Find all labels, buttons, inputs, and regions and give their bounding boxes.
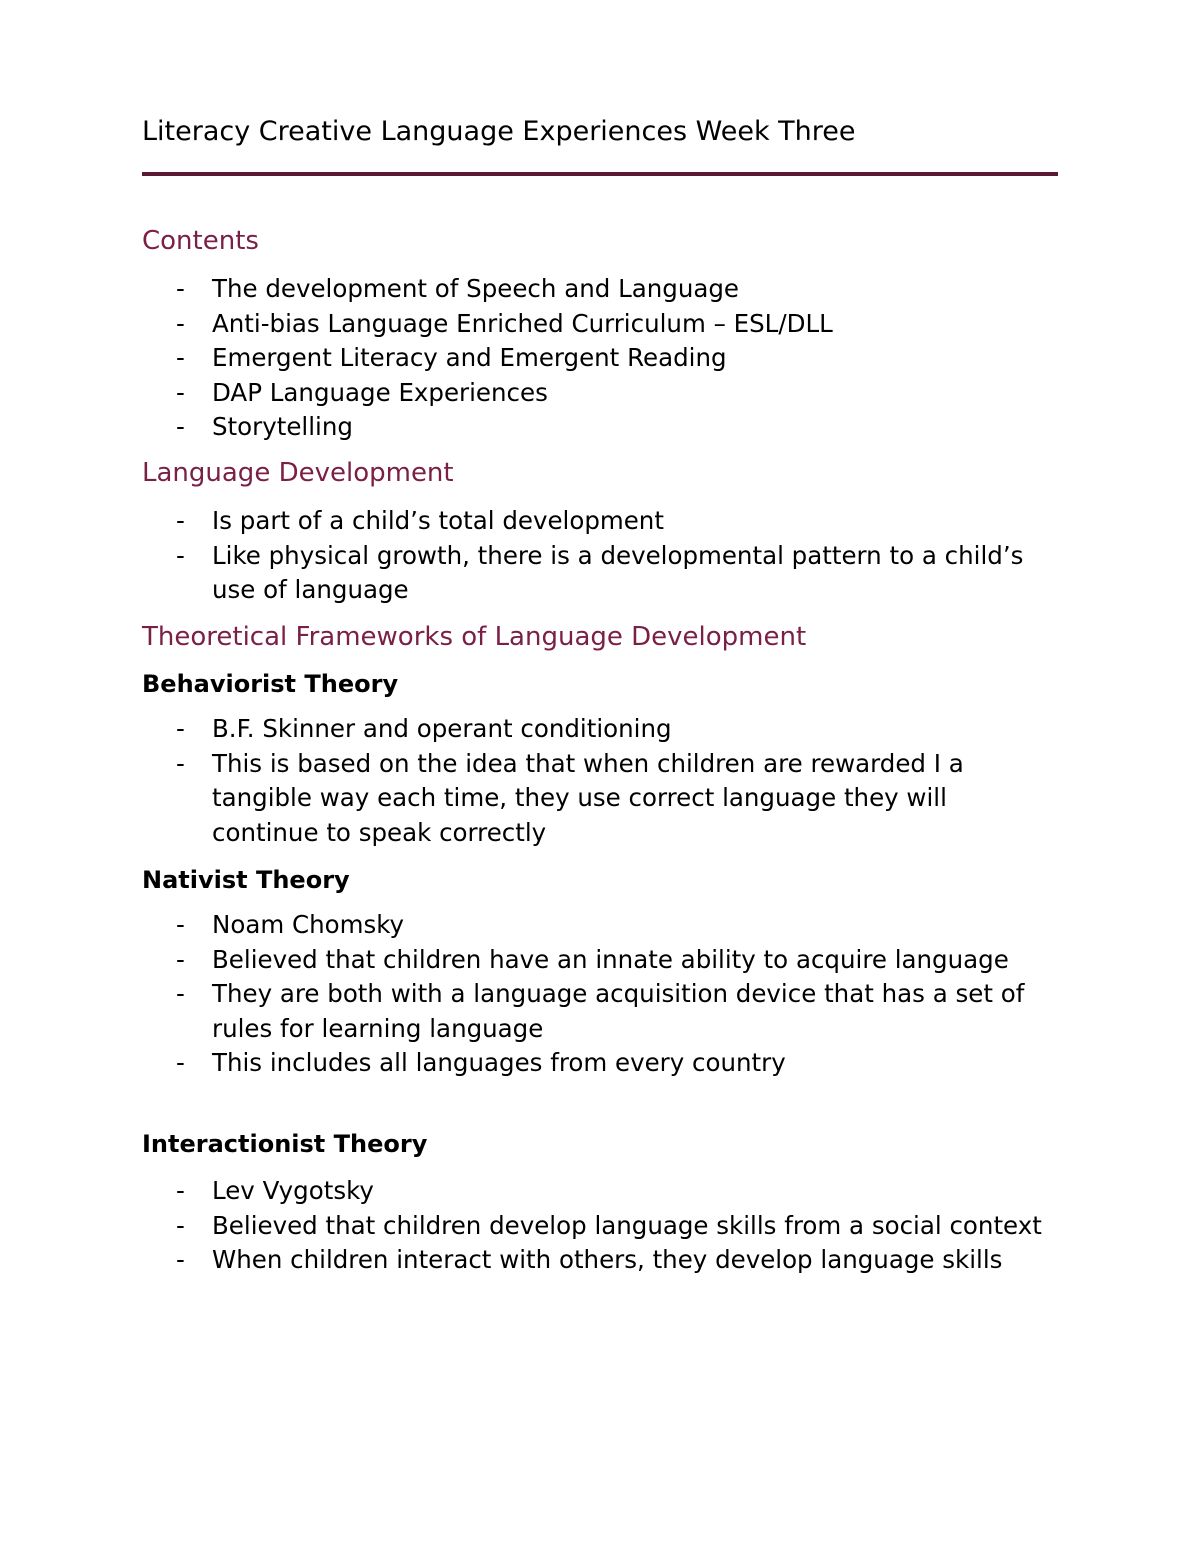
dash-bullet: - [176,308,185,338]
behaviorist-heading: Behaviorist Theory [142,670,399,698]
contents-list [142,272,1058,445]
list-item: - Is part of a child’s total development [142,504,1058,539]
document-title: Literacy Creative Language Experiences Week Three [142,116,856,147]
list-item: - DAP Language Experiences [142,376,1058,411]
dash-bullet: - [176,979,185,1009]
nativist-list [142,908,1058,1081]
language-development-heading: Language Development [142,458,454,488]
frameworks-heading: Theoretical Frameworks of Language Development [142,622,807,652]
dash-bullet: - [176,748,185,778]
interactionist-list [142,1174,1058,1278]
dash-bullet: - [176,910,185,939]
list-item: - Anti-bias Language Enriched Curriculum – ESL/DLL [142,307,1058,342]
language-development-list [142,504,1058,608]
dash-bullet: - [176,1210,185,1240]
list-item: - This includes all languages from every country [142,1046,1058,1081]
dash-bullet: - [176,274,185,303]
list-item: - Like physical growth, there is a developmental pattern to a child’s use of language [176,540,1024,605]
dash-bullet: - [176,1245,185,1275]
dash-bullet: - [176,412,185,442]
dash-bullet: - [176,343,185,373]
list-item: - The development of Speech and Language [142,272,1058,307]
list-item: - Believed that children have an innate ability to acquire language [142,943,1058,978]
behaviorist-list [142,712,1058,850]
list-item: - B.F. Skinner and operant conditioning [142,712,1058,747]
list-item: - When children interact with others, they develop language skills [142,1243,1058,1278]
interactionist-heading: Interactionist Theory [142,1130,428,1158]
title-divider [142,172,1058,176]
list-item: - Noam Chomsky [142,908,1058,943]
list-item: - Emergent Literacy and Emergent Reading [142,341,1058,376]
dash-bullet: - [176,377,185,407]
dash-bullet: - [176,944,185,974]
dash-bullet: - [176,1048,185,1078]
dash-bullet: - [176,540,185,570]
list-item: - They are both with a language acquisition device that has a set of rules for learning language [176,979,1025,1043]
list-item: - This is based on the idea that when children are rewarded I a tangible way each time, they use correct language they will continue to speak correctly [176,748,964,847]
dash-bullet: - [176,714,185,743]
list-item: - Lev Vygotsky [142,1174,1058,1209]
contents-heading: Contents [142,226,259,256]
list-item: - Storytelling [142,410,1058,445]
dash-bullet: - [176,1176,185,1205]
list-item: - Believed that children develop language skills from a social context [142,1209,1058,1244]
nativist-heading: Nativist Theory [142,866,350,894]
dash-bullet: - [176,506,185,535]
